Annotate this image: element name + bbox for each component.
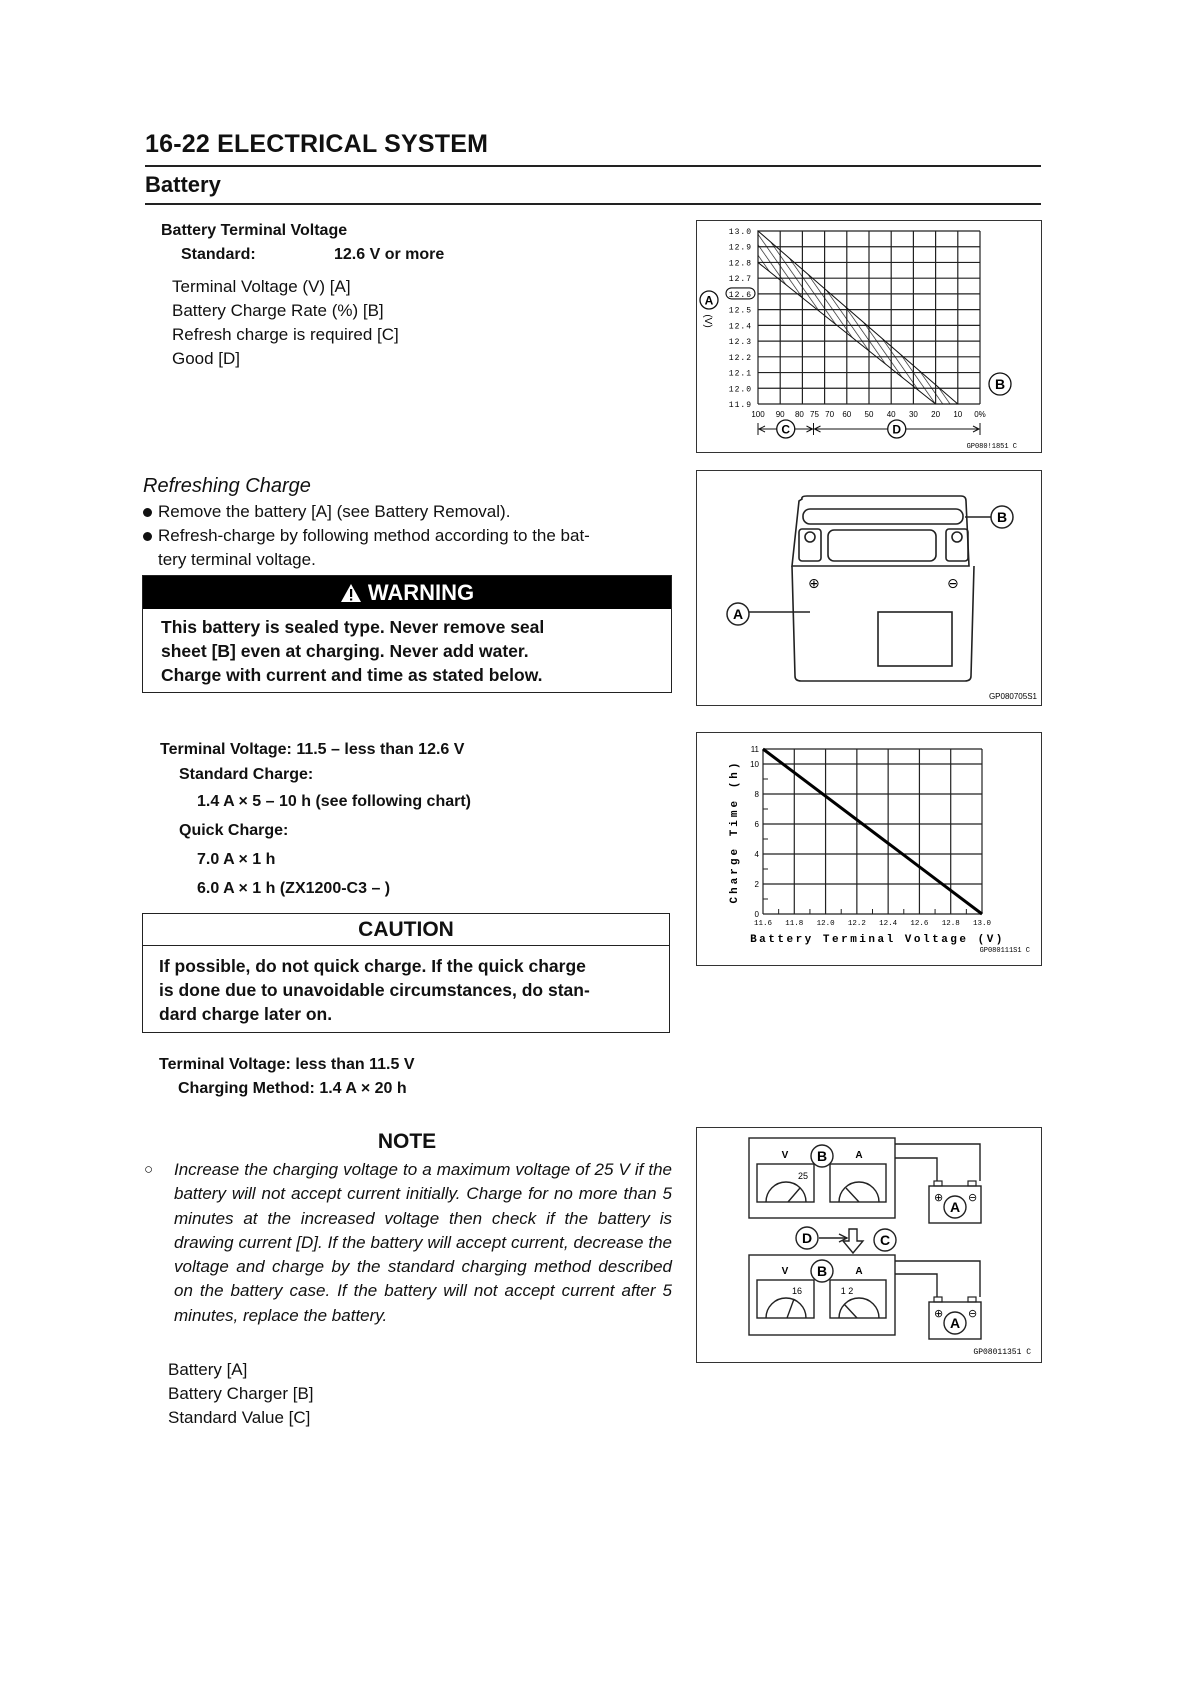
section-title: Battery <box>145 172 221 197</box>
negative-symbol: ⊖ <box>947 576 959 592</box>
note-body <box>144 1158 672 1328</box>
figure-charger-diagram <box>696 1127 1042 1363</box>
y-tick-label: 12.8 <box>728 259 752 269</box>
voltmeter-label: V <box>781 1266 789 1277</box>
legend-item: Battery Charge Rate (%) [B] <box>172 301 384 320</box>
negative-symbol: ⊖ <box>968 1191 978 1204</box>
ammeter-reading: 1 2 <box>840 1286 854 1296</box>
svg-text:B: B <box>996 509 1008 525</box>
x-tick-label: 11.8 <box>785 920 804 928</box>
voltmeter-label: V <box>781 1150 789 1161</box>
y-tick-label: 13.0 <box>728 228 752 237</box>
x-tick-label: 50 <box>864 410 874 419</box>
callout-b-label: B <box>994 376 1006 392</box>
x-tick-label: 30 <box>908 410 918 419</box>
standard-charge-label: Standard Charge: <box>179 766 314 783</box>
page-title: 16-22 ELECTRICAL SYSTEM <box>145 130 489 158</box>
ammeter-label: A <box>855 1150 863 1161</box>
y-tick-label: 6 <box>754 820 759 829</box>
x-axis-title: Battery Terminal Voltage (V) <box>750 934 1005 946</box>
standard-charge-value: 1.4 A × 5 – 10 h (see following chart) <box>197 793 472 810</box>
spec-standard-label: Standard: <box>181 246 256 263</box>
negative-terminal-housing <box>946 529 968 561</box>
x-tick-label: 0% <box>974 410 986 419</box>
callout-a <box>944 1312 966 1334</box>
bullet-text: Refresh-charge by following method according to the bat- <box>158 526 590 545</box>
y-tick-label: 12.2 <box>728 353 752 363</box>
voltmeter-reading: 25 <box>797 1171 809 1181</box>
x-tick-label: 13.0 <box>972 920 992 928</box>
charger-diagram-svg <box>697 1128 1043 1364</box>
refreshing-bullets <box>142 500 677 572</box>
note-marker: ○ <box>144 1161 154 1178</box>
voltmeter-reading: 16 <box>791 1286 803 1296</box>
svg-text:A: A <box>949 1315 961 1331</box>
svg-text:C: C <box>879 1232 891 1248</box>
legend-item: Refresh charge is required [C] <box>172 325 399 344</box>
positive-terminal-housing <box>799 529 821 561</box>
warning-title: WARNING <box>367 580 475 605</box>
ammeter-label: A <box>855 1266 863 1277</box>
positive-symbol: ⊕ <box>934 1191 944 1204</box>
legend-item: Good [D] <box>172 349 241 368</box>
fig1-legend <box>172 275 399 371</box>
x-tick-label: 12.6 <box>910 920 929 928</box>
positive-symbol: ⊕ <box>808 576 820 592</box>
hatched-band <box>758 231 958 404</box>
svg-text:A: A <box>732 606 744 622</box>
x-tick-label: 12.2 <box>847 920 866 928</box>
caution-line: is done due to unavoidable circumstances, do stan- <box>159 980 590 1000</box>
y-tick-label: 11 <box>750 745 759 754</box>
x-tick-label: 40 <box>886 410 896 419</box>
warning-line: This battery is sealed type. Never remove seal <box>161 617 545 637</box>
range-label: D <box>892 422 902 437</box>
svg-text:D: D <box>801 1230 813 1246</box>
y-tick-label: 12.3 <box>728 338 752 348</box>
caution-title: CAUTION <box>143 914 669 946</box>
charge-time-chart-svg <box>697 733 1043 967</box>
warning-line: sheet [B] even at charging. Never add water. <box>161 641 529 661</box>
quick-charge-value: 6.0 A × 1 h (ZX1200-C3 – ) <box>197 880 391 897</box>
legend-item: Battery Charger [B] <box>168 1384 314 1403</box>
y-tick-label: 4 <box>754 850 759 859</box>
y-tick-label: 11.9 <box>728 401 752 410</box>
figure-code: GP080!1851 C <box>966 443 1017 451</box>
legend-item: Standard Value [C] <box>168 1408 311 1427</box>
y-tick-label: 12.0 <box>728 385 752 395</box>
quick-charge-value: 7.0 A × 1 h <box>197 851 276 868</box>
x-tick-label: 20 <box>931 410 941 419</box>
callout-b <box>991 506 1013 528</box>
callout-b <box>811 1260 833 1282</box>
y-axis-title: Charge Time (h) <box>729 759 741 904</box>
fig4-legend <box>168 1358 314 1430</box>
section-rule <box>145 203 1041 205</box>
caution-line: If possible, do not quick charge. If the quick charge <box>159 956 586 976</box>
spec-heading: Battery Terminal Voltage <box>161 222 348 239</box>
bullet-item <box>142 500 677 524</box>
x-tick-label: 12.0 <box>816 920 835 928</box>
battery-lid-recess <box>828 530 936 561</box>
battery-drawing <box>697 471 1043 707</box>
figure-code: GP080111S1 C <box>979 947 1030 955</box>
x-tick-label: 90 <box>775 410 785 419</box>
callout-a-label: A <box>704 293 714 308</box>
battery-top-cover <box>792 496 969 566</box>
range-label: C <box>781 422 791 437</box>
warning-box <box>142 575 672 693</box>
figure-code: GP08011351 C <box>973 1348 1031 1357</box>
header-rule <box>145 165 1041 167</box>
range1-heading: Terminal Voltage: 11.5 – less than 12.6 V <box>160 741 465 758</box>
y-unit-label: (V) <box>702 314 713 328</box>
figure-battery <box>696 470 1042 706</box>
range2-heading: Terminal Voltage: less than 11.5 V <box>159 1056 415 1073</box>
refreshing-heading: Refreshing Charge <box>143 475 311 497</box>
quick-charge-label: Quick Charge: <box>179 822 289 839</box>
y-tick-label: 12.7 <box>728 275 752 285</box>
positive-symbol: ⊕ <box>934 1307 944 1320</box>
battery-label <box>878 612 952 666</box>
figure-charge-time-chart <box>696 732 1042 966</box>
x-tick-label: 10 <box>953 410 963 419</box>
caution-body <box>143 946 669 1026</box>
x-tick-label: 75 <box>810 410 819 419</box>
seal-sheet <box>803 509 963 524</box>
spec-standard-value: 12.6 V or more <box>334 246 445 263</box>
charge-time-line <box>763 749 982 914</box>
y-tick-label: 12.1 <box>728 369 752 379</box>
bullet-item <box>142 524 677 548</box>
x-tick-label: 12.4 <box>879 920 898 928</box>
svg-text:A: A <box>949 1199 961 1215</box>
callout-a <box>944 1196 966 1218</box>
warning-header <box>143 576 671 609</box>
caution-box <box>142 913 670 1033</box>
bullet-text: Remove the battery [A] (see Battery Removal). <box>158 502 511 521</box>
warning-line: Charge with current and time as stated below. <box>161 665 543 685</box>
caution-line: dard charge later on. <box>159 1004 333 1024</box>
x-tick-label: 12.8 <box>941 920 960 928</box>
charging-method: Charging Method: 1.4 A × 20 h <box>178 1080 407 1097</box>
callout-a <box>727 603 749 625</box>
warning-body <box>143 609 671 687</box>
callout-c <box>874 1229 896 1251</box>
negative-symbol: ⊖ <box>968 1307 978 1320</box>
note-title: NOTE <box>377 1130 437 1153</box>
y-tick-label: 8 <box>754 790 759 799</box>
y-tick-label: 0 <box>754 910 759 919</box>
y-tick-label: 12.9 <box>728 243 752 253</box>
figure-code: GP080705S1 <box>988 692 1037 701</box>
x-tick-label: 11.6 <box>753 920 773 928</box>
callout-d <box>796 1227 818 1249</box>
bullet-continuation: tery terminal voltage. <box>158 550 316 569</box>
x-tick-label: 100 <box>751 410 765 419</box>
y-tick-label: 12.6 <box>728 290 752 300</box>
y-tick-label: 2 <box>754 880 759 889</box>
legend-item: Battery [A] <box>168 1360 248 1379</box>
warning-triangle-icon <box>340 579 362 612</box>
y-tick-label: 10 <box>750 760 759 769</box>
legend-item: Terminal Voltage (V) [A] <box>172 277 351 296</box>
svg-text:B: B <box>816 1148 828 1164</box>
y-tick-label: 12.5 <box>728 306 752 316</box>
x-tick-label: 60 <box>842 410 852 419</box>
svg-text:B: B <box>816 1263 828 1279</box>
note-text: Increase the charging voltage to a maximum voltage of 25 V if the battery will not accept current initially. Charge for no more than 5 minutes at the increased voltage then check if the battery is drawing current [D]. If the battery will accept current, decrease the voltage and charge by the standard charging method described on the battery case. If the battery will not accept current after 5 minutes, replace the battery. <box>174 1160 672 1325</box>
x-tick-label: 80 <box>794 410 804 419</box>
callout-b <box>811 1145 833 1167</box>
voltage-chart-svg <box>697 221 1043 454</box>
x-tick-label: 70 <box>825 410 835 419</box>
figure-voltage-chart <box>696 220 1042 453</box>
y-tick-label: 12.4 <box>728 322 752 332</box>
